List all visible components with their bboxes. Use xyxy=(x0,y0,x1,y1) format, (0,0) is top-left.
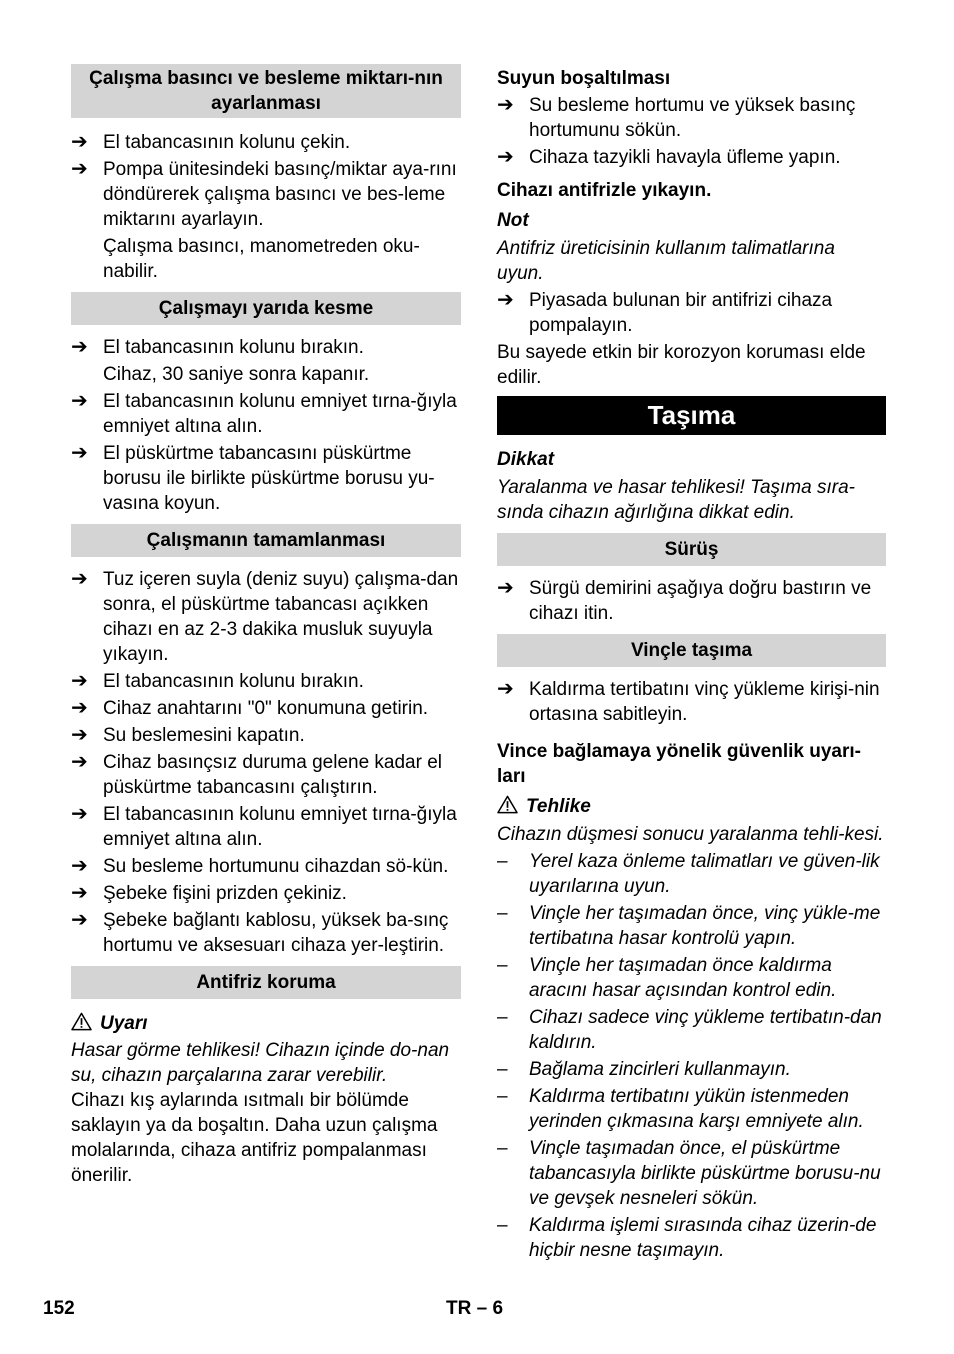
arrow-icon: ➔ xyxy=(71,568,88,590)
dash-bullet: – xyxy=(497,1007,508,1028)
note-text: Çalışma basıncı, manometreden oku-nabilir. xyxy=(103,236,420,282)
heading-interrupt: Çalışmayı yarıda kesme xyxy=(71,292,461,325)
arrow-icon: ➔ xyxy=(497,678,514,700)
warning-triangle-icon xyxy=(71,1012,92,1031)
arrow-icon: ➔ xyxy=(71,390,88,412)
right-column xyxy=(497,66,886,1263)
heading-completion: Çalışmanın tamamlanması xyxy=(71,524,461,557)
subheading-drain: Suyun boşaltılması xyxy=(497,68,671,89)
dash-bullet: – xyxy=(497,1086,508,1107)
arrow-icon: ➔ xyxy=(71,442,88,464)
arrow-icon: ➔ xyxy=(71,882,88,904)
list-item: – Cihazı sadece vinç yükleme tertibatın-dan kaldırın. xyxy=(497,1007,882,1053)
arrow-icon: ➔ xyxy=(71,855,88,877)
dash-bullet: – xyxy=(497,851,508,872)
list-item: ➔ El tabancasının kolunu emniyet tırna-ğıyla emniyet altına alın. xyxy=(71,803,457,850)
list-item: ➔ Sürgü demirini aşağıya doğru bastırın ve cihazı itin. xyxy=(497,577,872,624)
body-text: Cihazı kış aylarında ısıtmalı bir bölümde saklayın ya da boşaltın. Daha uzun çalışma molalarında, cihaza antifriz pompalanması önerilir. xyxy=(71,1090,438,1186)
heading-antifreeze: Antifriz koruma xyxy=(71,966,461,999)
list-item: – Kaldırma işlemi sırasında cihaz üzerin-de hiçbir nesne taşımayın. xyxy=(497,1215,877,1261)
note-text: Cihaz, 30 saniye sonra kapanır. xyxy=(103,364,370,385)
arrow-icon: ➔ xyxy=(497,577,514,599)
dash-bullet: – xyxy=(497,1059,508,1080)
list-item: ➔ Su beslemesini kapatın. xyxy=(71,724,305,746)
heading-transport: Taşıma xyxy=(497,396,886,435)
arrow-icon: ➔ xyxy=(71,803,88,825)
language-page-label: TR – 6 xyxy=(446,1298,504,1319)
list-item: ➔ Cihaz anahtarını "0" konumuna getirin. xyxy=(71,697,429,719)
arrow-icon: ➔ xyxy=(71,158,88,180)
body-text: Bu sayede etkin bir korozyon koruması elde edilir. xyxy=(497,342,866,388)
warning-text: Hasar görme tehlikesi! Cihazın içinde do-nan su, cihazın parçalarına zarar verebilir. xyxy=(71,1040,450,1086)
list-item: ➔ Kaldırma tertibatını vinç yükleme kirişi-nin ortasına sabitleyin. xyxy=(497,678,880,725)
list-item: ➔ El tabancasının kolunu emniyet tırna-ğıyla emniyet altına alın. xyxy=(71,390,457,437)
list-item: ➔ El tabancasının kolunu bırakın. xyxy=(71,336,364,358)
arrow-icon: ➔ xyxy=(71,697,88,719)
heading-pressure-adjust: Çalışma basıncı ve besleme miktarı-nın ayarlanması xyxy=(71,64,461,118)
list-item: ➔ El tabancasının kolunu çekin. xyxy=(71,131,351,153)
arrow-icon: ➔ xyxy=(71,724,88,746)
warning-triangle-icon xyxy=(497,795,518,814)
arrow-icon: ➔ xyxy=(71,751,88,773)
list-item: – Yerel kaza önleme talimatları ve güven-lik uyarılarına uyun. xyxy=(497,851,880,897)
list-item: ➔ El tabancasının kolunu bırakın. xyxy=(71,670,364,692)
list-item: ➔ El püskürtme tabancasını püskürtme borusu ile birlikte püskürtme borusu yu-vasına koyun. xyxy=(71,442,435,514)
list-item: – Kaldırma tertibatını yükün istenmeden yerinden çıkmasına karşı emniyete alın. xyxy=(497,1086,864,1132)
caution-text: Yaralanma ve hasar tehlikesi! Taşıma sıra-sında cihazın ağırlığına dikkat edin. xyxy=(497,477,855,523)
list-item: ➔ Su besleme hortumu ve yüksek basınç hortumunu sökün. xyxy=(497,94,856,141)
list-item: ➔ Tuz içeren suyla (deniz suyu) çalışma-dan sonra, el püskürtme tabancası açıkken cihazı en az 2-3 dakika musluk suyuyla yıkayın. xyxy=(71,568,459,665)
list-item: ➔ Cihaz basınçsız duruma gelene kadar el püskürtme tabancasını çalıştırın. xyxy=(71,751,443,798)
list-item: – Vinçle her taşımadan önce, vinç yükle-me tertibatına hasar kontrolü yapın. xyxy=(497,903,881,949)
heading-drive: Sürüş xyxy=(497,533,886,566)
list-item: ➔ Pompa ünitesindeki basınç/miktar aya-rını döndürerek çalışma basıncı ve bes-leme miktarını ayarlayın. xyxy=(71,158,457,230)
subheading-crane-safety: Vince bağlamaya yönelik güvenlik uyarı-ları xyxy=(497,741,861,787)
dash-bullet: – xyxy=(497,903,508,924)
note-text: Antifriz üreticisinin kullanım talimatlarına uyun. xyxy=(497,238,835,284)
subheading-antifreeze-flush: Cihazı antifrizle yıkayın. xyxy=(497,180,712,201)
note-label: Not xyxy=(497,210,529,231)
danger-label: Tehlike xyxy=(497,794,886,819)
arrow-icon: ➔ xyxy=(497,94,514,116)
dash-bullet: – xyxy=(497,1138,508,1159)
arrow-icon: ➔ xyxy=(71,670,88,692)
arrow-icon: ➔ xyxy=(71,131,88,153)
dash-bullet: – xyxy=(497,1215,508,1236)
arrow-icon: ➔ xyxy=(497,289,514,311)
heading-crane: Vinçle taşıma xyxy=(497,634,886,667)
list-item: ➔ Piyasada bulunan bir antifrizi cihaza pompalayın. xyxy=(497,289,833,336)
list-item: – Vinçle taşımadan önce, el püskürtme tabancasıyla birlikte püskürtme borusu-nu ve gevşek nesneleri sökün. xyxy=(497,1138,881,1209)
arrow-icon: ➔ xyxy=(71,336,88,358)
list-item: ➔ Şebeke bağlantı kablosu, yüksek ba-sınç hortumu ve aksesuarı cihaza yer-leştirin. xyxy=(71,909,449,956)
list-item: ➔ Su besleme hortumunu cihazdan sö-kün. xyxy=(71,855,449,877)
danger-text: Cihazın düşmesi sonucu yaralanma tehli-kesi. xyxy=(497,824,884,845)
page-number: 152 xyxy=(43,1298,75,1319)
arrow-icon: ➔ xyxy=(497,146,514,168)
completion-list xyxy=(71,567,461,958)
warning-label: Uyarı xyxy=(71,1011,461,1036)
arrow-icon: ➔ xyxy=(71,909,88,931)
list-item: – Bağlama zincirleri kullanmayın. xyxy=(497,1059,791,1080)
list-item: ➔ Cihaza tazyikli havayla üfleme yapın. xyxy=(497,146,841,168)
dash-bullet: – xyxy=(497,955,508,976)
left-column xyxy=(71,64,461,1188)
list-item: – Vinçle her taşımadan önce kaldırma aracını hasar açısından kontrol edin. xyxy=(497,955,837,1001)
caution-label: Dikkat xyxy=(497,449,555,470)
list-item: ➔ Şebeke fişini prizden çekiniz. xyxy=(71,882,347,904)
